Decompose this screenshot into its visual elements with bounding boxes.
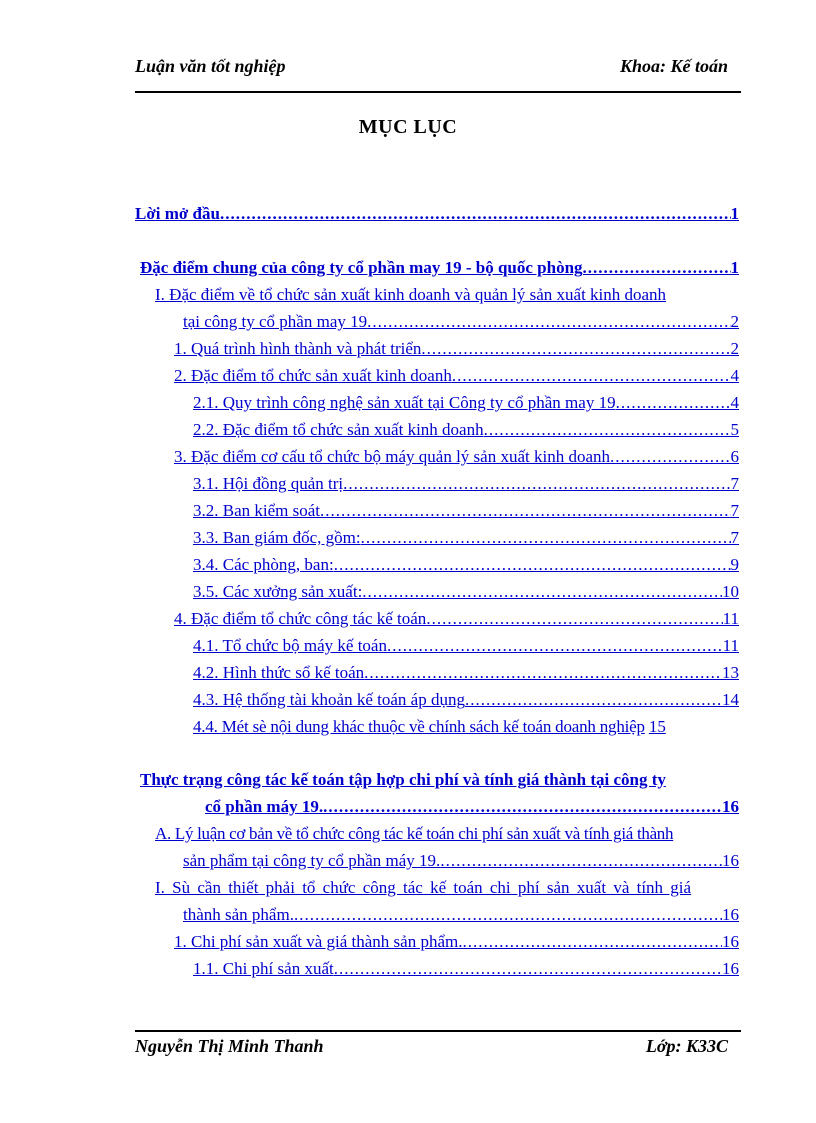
page-title: MỤC LỤC [358, 116, 458, 138]
toc-link[interactable]: thành sản phẩm. ..... 16 [183, 902, 739, 928]
toc-link[interactable]: I. Đặc điểm về tổ chức sản xuất kinh doanh và quản lý sản xuất kinh doanh [155, 285, 667, 304]
toc-link[interactable]: 2.1. Quy trình công nghệ sản xuất tại Công ty cổ phần may 19 ..... 4 [193, 390, 739, 416]
header-thesis-label: Luận văn tốt nghiệp [135, 56, 286, 76]
toc-link[interactable]: 3.2. Ban kiểm soát ..... 7 [193, 498, 739, 524]
header-faculty-label: Khoa: Kế toán [619, 56, 728, 76]
footer-class: Lớp: K33C [645, 1036, 728, 1056]
toc-link[interactable] [135, 228, 230, 254]
toc-link[interactable]: Thực trạng công tác kế toán tập hợp chi phí và tính giá thành tại công ty [140, 770, 666, 789]
header-divider [135, 91, 741, 93]
page-footer [135, 1036, 740, 1060]
toc-link[interactable]: 1. Chi phí sản xuất và giá thành sản phẩm. ..... 16 [174, 929, 739, 955]
toc-link[interactable]: 4.4. Mét sè nội dung khác thuộc về chính sách kế toán doanh nghiệp 15 [193, 717, 666, 736]
toc-link[interactable]: tại công ty cổ phần may 19 ..... 2 [183, 309, 739, 335]
toc-link[interactable]: 4.2. Hình thức sổ kế toán ..... 13 [193, 660, 739, 686]
toc-link[interactable]: 3. Đặc điểm cơ cấu tổ chức bộ máy quản lý sản xuất kinh doanh ..... 6 [174, 444, 739, 470]
toc-link[interactable]: 1. Quá trình hình thành và phát triển ..... 2 [174, 336, 739, 362]
toc-link[interactable]: A. Lý luận cơ bản về tổ chức công tác kế toán chi phí sản xuất và tính giá thành [155, 824, 674, 843]
toc-link[interactable]: 4. Đặc điểm tổ chức công tác kế toán ..... 11 [174, 606, 739, 632]
footer-divider [135, 1030, 741, 1032]
toc-link[interactable]: 2. Đặc điểm tổ chức sản xuất kinh doanh ..... 4 [174, 363, 739, 389]
footer-author: Nguyễn Thị Minh Thanh [135, 1036, 324, 1056]
toc-link[interactable]: 4.1. Tổ chức bộ máy kế toán ..... 11 [193, 633, 739, 659]
toc-link[interactable]: 4.3. Hệ thống tài khoản kế toán áp dụng ..... 14 [193, 687, 739, 713]
toc-link[interactable]: 3.5. Các xưởng sản xuất: ..... 10 [193, 579, 739, 605]
toc-link[interactable]: 2.2. Đặc điểm tổ chức sản xuất kinh doanh ..... 5 [193, 417, 739, 443]
toc-link[interactable]: I. Sù cần thiết phải tổ chức công tác kế toán chi phí sản xuất và tính giá [155, 878, 692, 897]
toc-link[interactable]: 3.3. Ban giám đốc, gồm: ..... 7 [193, 525, 739, 551]
toc-link[interactable]: Đặc điểm chung của công ty cổ phần may 19 - bộ quốc phòng ..... 1 [140, 255, 739, 281]
toc-link[interactable] [135, 740, 241, 766]
toc-link[interactable]: 3.1. Hội đồng quản trị ..... 7 [193, 471, 739, 497]
toc-link[interactable]: cổ phần máy 19. ..... 16 [205, 794, 739, 820]
toc-link[interactable]: sản phẩm tại công ty cổ phần máy 19. ..... 16 [183, 848, 739, 874]
toc-link[interactable]: 3.4. Các phòng, ban: ..... 9 [193, 552, 739, 578]
page-header [135, 56, 740, 80]
toc-link[interactable]: 1.1. Chi phí sản xuất ..... 16 [193, 956, 739, 982]
toc-link[interactable]: Lời mở đầu ..... 1 [135, 201, 739, 227]
